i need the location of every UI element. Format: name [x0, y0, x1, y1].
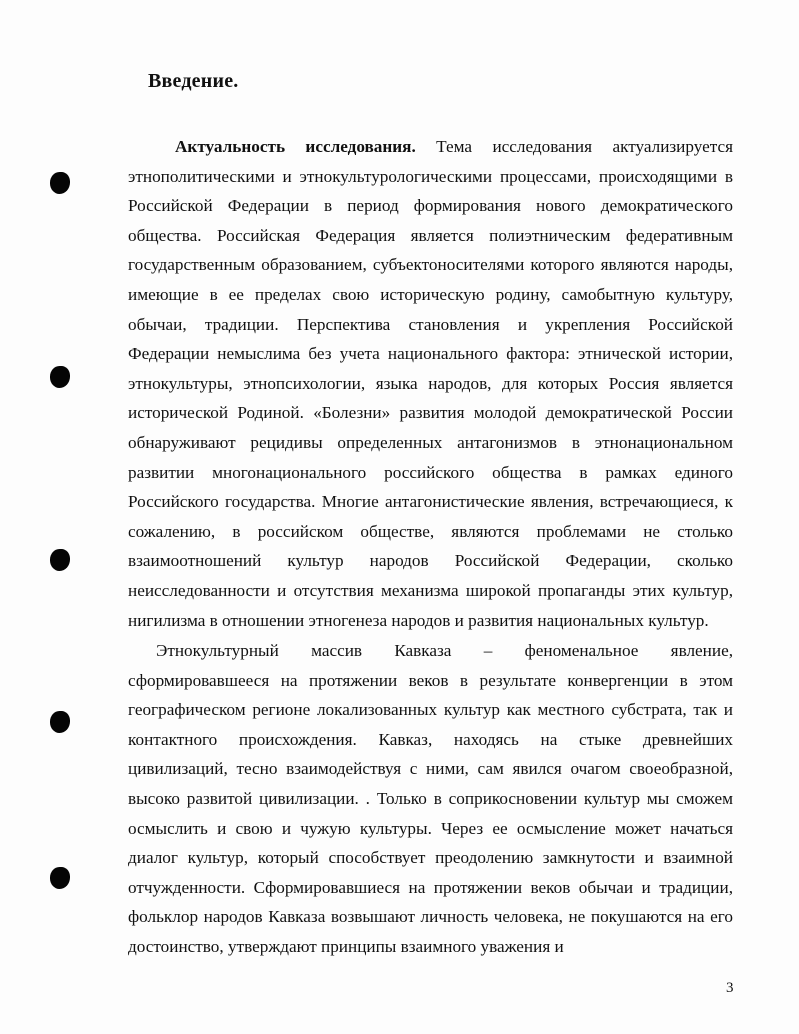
punch-hole-mark [50, 366, 70, 388]
punch-hole-mark [50, 867, 70, 889]
paragraph-text: Тема исследования актуализируется этнополитическими и этнокультурологическими процессами, происходящими в Российской Федерации в период формирования нового демократического общества. Российская Федерация является полиэтническим федеративным государственным образованием, субъектоносителями которого являются народы, имеющие в ее пределах свою историческую родину, самобытную культуру, обычаи, традиции. Перспектива становления и укрепления Российской Федерации немыслима без учета национального фактора: этнической истории, этнокультуры, этнопсихологии, языка народов, для которых Россия является исторической Родиной. «Болезни» развития молодой демократической России обнаруживают рецидивы определенных антагонизмов в этнонациональном развитии многонационального российского общества в рамках единого Российского государства. Многие антагонистические явления, встречающиеся, к сожалению, в российском обществе, являются проблемами не столько взаимоотношений культур народов Российской Федерации, сколько неисследованности и отсутствия механизма широкой пропаганды этих культур, нигилизма в отношении этногенеза народов и развития национальных культур. [128, 137, 734, 630]
section-heading: Введение. [148, 70, 239, 92]
body-text [128, 132, 733, 962]
paragraph-caucasus: Этнокультурный массив Кавказа – феноменальное явление, сформировавшееся на протяжении веков в результате конвергенции в этом географическом регионе локализованных культур как местного субстрата, так и контактного происхождения. Кавказ, находясь на стыке древнейших цивилизаций, тесно взаимодействуя с ними, сам явился очагом своеобразной, высоко развитой цивилизации. . Только в соприкосновении культур мы сможем осмыслить и свою и чужую культуры. Через ее осмысление может начаться диалог культур, который способствует преодолению замкнутости и взаимной отчужденности. Сформировавшиеся на протяжении веков обычаи и традиции, фольклор народов Кавказа возвышают личность человека, не покушаются на его достоинство, утверждают принципы взаимного уважения и [128, 641, 733, 957]
punch-hole-mark [50, 711, 70, 733]
page-number: 3 [726, 980, 734, 996]
punch-hole-mark [50, 172, 70, 194]
paragraph-relevance [128, 132, 733, 635]
paragraph-lead: Актуальность исследования. [175, 137, 416, 156]
punch-hole-mark [50, 549, 70, 571]
